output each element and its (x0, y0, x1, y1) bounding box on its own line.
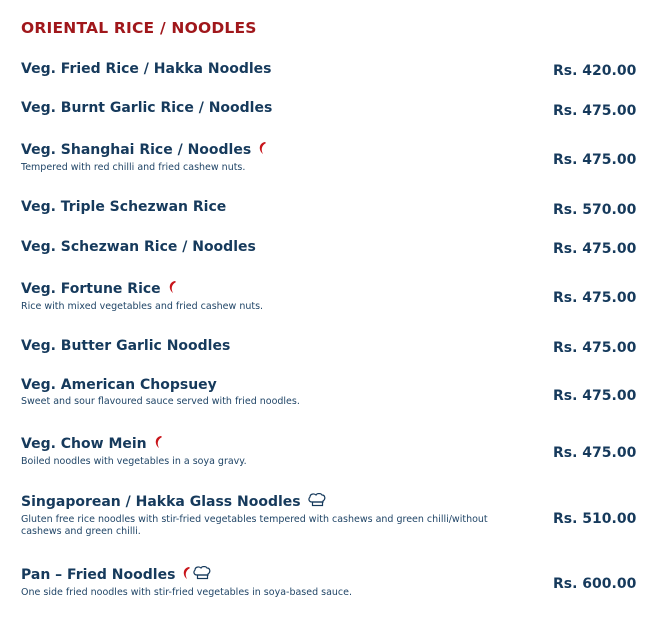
item-price: Rs. 475.00 (553, 152, 637, 168)
chef-hat-icon (193, 566, 211, 584)
menu-item (21, 280, 631, 313)
item-name-text: Singaporean / Hakka Glass Noodles (21, 494, 301, 510)
menu-item (21, 239, 631, 255)
menu-item (21, 100, 631, 116)
chilli-icon (168, 280, 177, 298)
menu-item (21, 61, 631, 77)
item-name-text: Veg. Chow Mein (21, 436, 147, 452)
menu-item (21, 377, 631, 408)
item-description: Tempered with red chilli and fried cashew nuts. (21, 162, 246, 173)
menu-item (21, 493, 631, 538)
item-description: Rice with mixed vegetables and fried cashew nuts. (21, 301, 264, 312)
section-title: ORIENTAL RICE / NOODLES (21, 19, 257, 37)
item-name (21, 280, 631, 298)
item-name-text: Veg. American Chopsuey (21, 377, 217, 393)
item-price: Rs. 420.00 (553, 63, 637, 79)
menu-item (21, 435, 631, 468)
menu-item (21, 199, 631, 215)
chef-hat-icon (308, 493, 326, 511)
item-name (21, 61, 631, 77)
item-name (21, 338, 631, 354)
item-name (21, 239, 631, 255)
item-name (21, 377, 631, 393)
chilli-icon (154, 435, 163, 453)
item-description: Gluten free rice noodles with stir-fried vegetables tempered with cashews and green chilli/without cashews and green chilli. (21, 514, 488, 537)
item-price: Rs. 475.00 (553, 241, 637, 257)
item-name (21, 199, 631, 215)
item-name (21, 100, 631, 116)
menu-item (21, 566, 631, 599)
item-price: Rs. 475.00 (553, 340, 637, 356)
item-name-text: Veg. Fortune Rice (21, 281, 161, 297)
item-name-text: Pan – Fried Noodles (21, 567, 176, 583)
item-price: Rs. 570.00 (553, 202, 637, 218)
item-price: Rs. 600.00 (553, 576, 637, 592)
item-price: Rs. 475.00 (553, 388, 637, 404)
chilli-icon (182, 566, 191, 584)
item-name-text: Veg. Burnt Garlic Rice / Noodles (21, 100, 273, 116)
item-name (21, 435, 631, 453)
item-name-text: Veg. Fried Rice / Hakka Noodles (21, 61, 272, 77)
chilli-icon (258, 141, 267, 159)
item-name-text: Veg. Schezwan Rice / Noodles (21, 239, 256, 255)
item-name (21, 493, 631, 511)
menu-item (21, 141, 631, 174)
item-price: Rs. 475.00 (553, 103, 637, 119)
item-price: Rs. 475.00 (553, 290, 637, 306)
item-price: Rs. 475.00 (553, 445, 637, 461)
item-description: One side fried noodles with stir-fried vegetables in soya-based sauce. (21, 587, 353, 598)
item-price: Rs. 510.00 (553, 511, 637, 527)
item-name-text: Veg. Butter Garlic Noodles (21, 338, 231, 354)
item-name-text: Veg. Triple Schezwan Rice (21, 199, 227, 215)
item-name (21, 566, 631, 584)
item-description: Boiled noodles with vegetables in a soya gravy. (21, 456, 247, 467)
item-name-text: Veg. Shanghai Rice / Noodles (21, 142, 252, 158)
menu-item (21, 338, 631, 354)
item-description: Sweet and sour flavoured sauce served with fried noodles. (21, 396, 300, 407)
item-name (21, 141, 631, 159)
